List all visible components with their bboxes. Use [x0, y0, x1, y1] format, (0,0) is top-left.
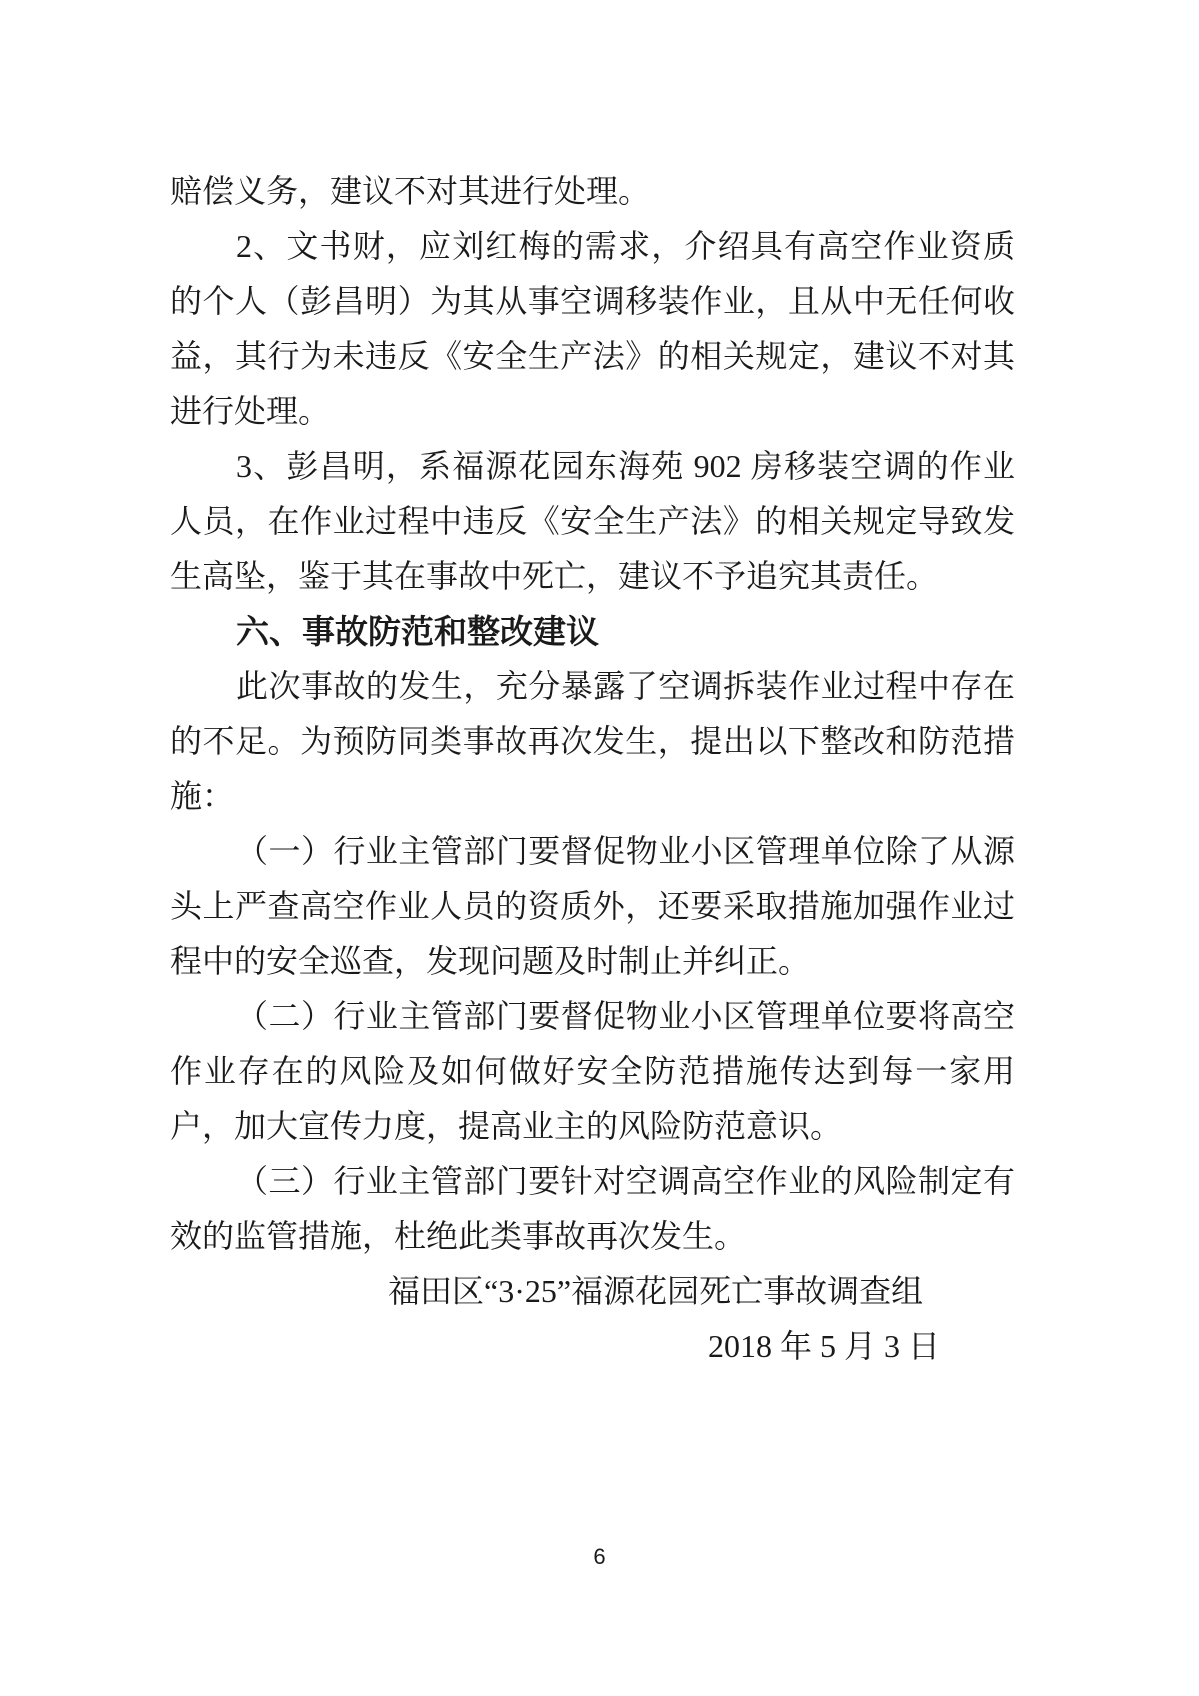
body-line: 程中的安全巡查，发现问题及时制止并纠正。 [170, 943, 811, 979]
signature-line: 福田区“3·25”福源花园死亡事故调查组 [388, 1273, 924, 1309]
body-line: 的不足。为预防同类事故再次发生，提出以下整改和防范措 [170, 723, 1015, 759]
body-line: 生高坠，鉴于其在事故中死亡，建议不予追究其责任。 [170, 558, 939, 594]
date-line: 2018 年 5 月 3 日 [708, 1328, 941, 1364]
body-line: （三）行业主管部门要针对空调高空作业的风险制定有 [236, 1163, 1015, 1199]
body-line: 2、文书财，应刘红梅的需求，介绍具有高空作业资质 [236, 228, 1015, 264]
body-line: （二）行业主管部门要督促物业小区管理单位要将高空 [236, 998, 1015, 1034]
body-line: 户，加大宣传力度，提高业主的风险防范意识。 [170, 1108, 843, 1144]
page-number: 6 [593, 1544, 606, 1569]
document-body [170, 164, 1015, 1374]
body-line: 3、彭昌明，系福源花园东海苑 902 房移装空调的作业 [236, 448, 1015, 484]
body-line: 作业存在的风险及如何做好安全防范措施传达到每一家用 [170, 1053, 1015, 1089]
body-line: 的个人（彭昌明）为其从事空调移装作业，且从中无任何收 [170, 283, 1015, 319]
body-line: 赔偿义务，建议不对其进行处理。 [170, 173, 651, 209]
body-line: （一）行业主管部门要督促物业小区管理单位除了从源 [236, 833, 1015, 869]
body-line: 人员，在作业过程中违反《安全生产法》的相关规定导致发 [170, 503, 1015, 539]
body-line: 头上严查高空作业人员的资质外，还要采取措施加强作业过 [170, 888, 1015, 924]
body-line: 效的监管措施，杜绝此类事故再次发生。 [170, 1218, 747, 1254]
body-line: 益，其行为未违反《安全生产法》的相关规定，建议不对其 [170, 338, 1015, 374]
body-line: 此次事故的发生，充分暴露了空调拆装作业过程中存在 [236, 668, 1015, 704]
body-line: 施： [170, 778, 235, 814]
body-line: 进行处理。 [170, 393, 331, 429]
section-heading: 六、事故防范和整改建议 [236, 613, 599, 650]
